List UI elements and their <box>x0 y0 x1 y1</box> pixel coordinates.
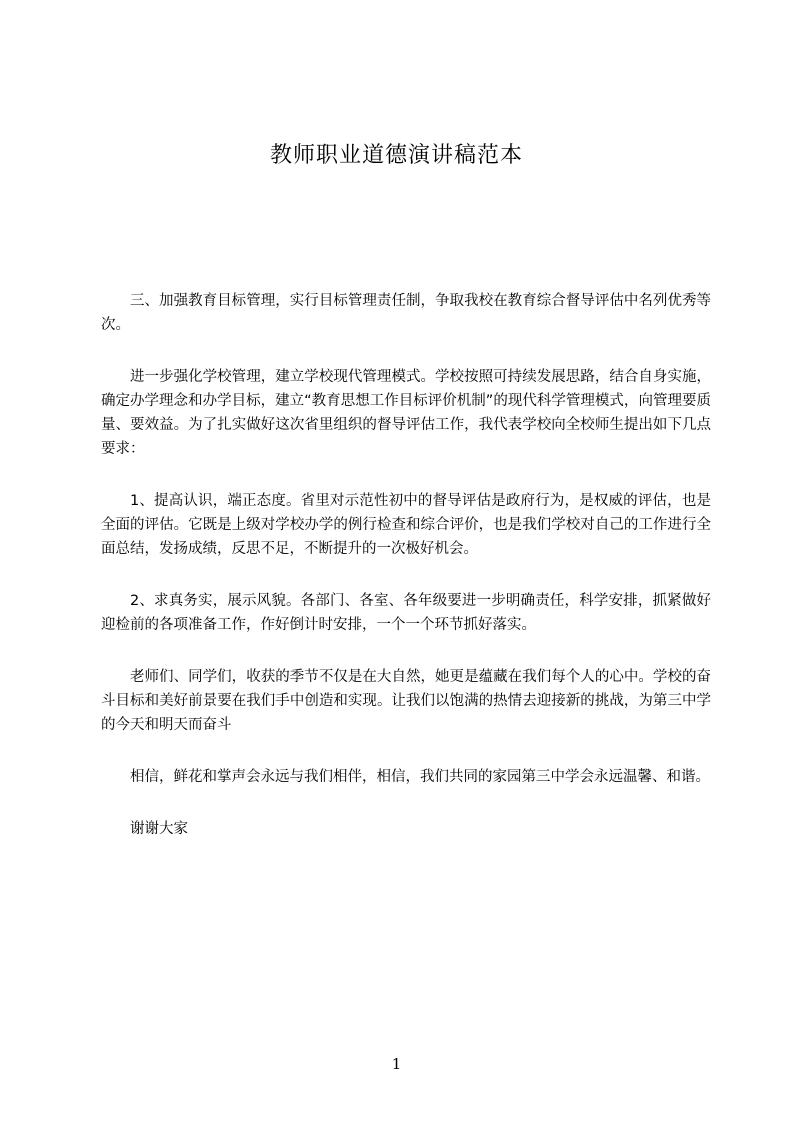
paragraph-belief: 相信，鲜花和掌声会永远与我们相伴，相信，我们共同的家园第三中学会永远温馨、和谐。 <box>130 769 710 785</box>
document-body <box>101 289 711 841</box>
paragraph-school-management: 进一步强化学校管理，建立学校现代管理模式。学校按照可持续发展思路，结合自身实施，确定办学理念和办学目标，建立“教育思想工作目标评价机制”的现代科学管理模式，向管理要质量、要效益。为了扎实做好这次省里组织的督导评估工作，我代表学校向全校师生提出如下几点要求： <box>101 369 711 457</box>
page-number: 1 <box>391 1055 402 1073</box>
paragraph-requirement-2: 2、求真务实，展示风貌。各部门、各室、各年级要进一步明确责任，科学安排，抓紧做好迎检前的各项准备工作，作好倒计时安排，一个一个环节抓好落实。 <box>101 593 711 633</box>
document-title: 教师职业道德演讲稿范本 <box>269 143 523 168</box>
closing-thanks: 谢谢大家 <box>130 821 188 837</box>
paragraph-requirement-1: 1、提高认识，端正态度。省里对示范性初中的督导评估是政府行为，是权威的评估，也是全面的评估。它既是上级对学校办学的例行检查和综合评价，也是我们学校对自己的工作进行全面总结，发扬成绩，反思不足，不断提升的一次极好机会。 <box>101 493 711 557</box>
paragraph-appeal: 老师们、同学们，收获的季节不仅是在大自然，她更是蕴藏在我们每个人的心中。学校的奋斗目标和美好前景要在我们手中创造和实现。让我们以饱满的热情去迎接新的挑战，为第三中学的今天和明天而奋斗 <box>101 669 711 733</box>
paragraph-goal-management: 三、加强教育目标管理，实行目标管理责任制，争取我校在教育综合督导评估中名列优秀等次。 <box>101 293 711 333</box>
